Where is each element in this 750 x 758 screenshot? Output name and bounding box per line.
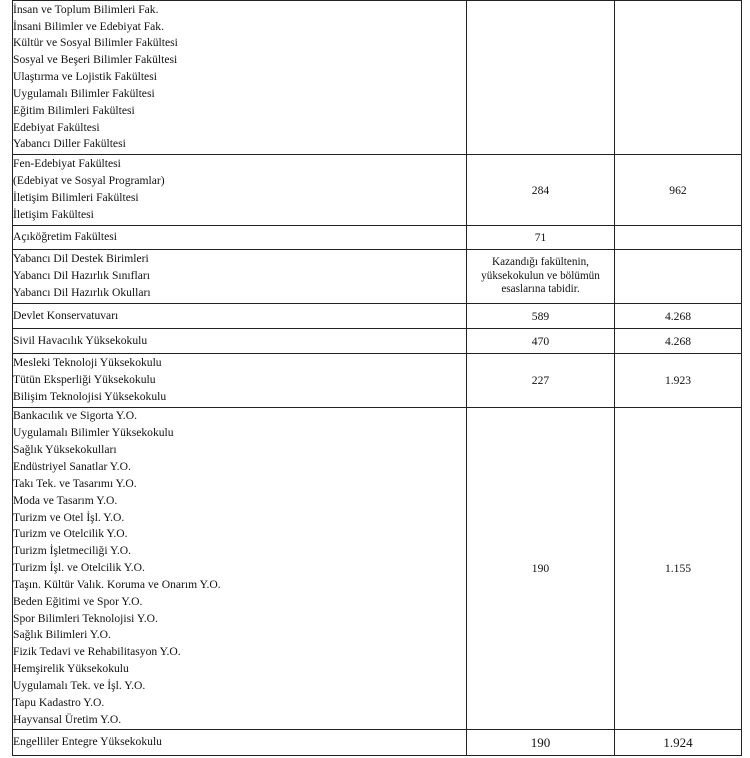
table-row bbox=[13, 354, 742, 408]
unit-names-cell bbox=[13, 408, 467, 730]
unit-name: Uygulamalı Bilimler Fakültesi bbox=[13, 86, 155, 100]
unit-names-cell bbox=[13, 1, 467, 155]
unit-name: Engelliler Entegre Yüksekokulu bbox=[13, 735, 162, 749]
value-cell-2: 1.923 bbox=[615, 354, 742, 408]
unit-name: Yabancı Dil Destek Birimleri bbox=[13, 252, 149, 266]
note-line: yüksekokulun ve bölümün bbox=[481, 269, 600, 282]
unit-name: Sivil Havacılık Yüksekokulu bbox=[13, 333, 148, 347]
unit-name: Sosyal ve Beşeri Bilimler Fakültesi bbox=[13, 53, 178, 67]
unit-name: Sağlık Yüksekokulları bbox=[13, 443, 117, 457]
unit-name: Uygulamalı Tek. ve İşl. Y.O. bbox=[13, 678, 146, 692]
unit-name: Turizm ve Otelcilik Y.O. bbox=[13, 527, 128, 541]
unit-name: Yabancı Dil Hazırlık Okulları bbox=[13, 285, 151, 299]
value-cell-1: 71 bbox=[467, 226, 615, 250]
value-cell-2: 4.268 bbox=[615, 329, 742, 354]
table-body bbox=[13, 1, 742, 756]
unit-name: Hemşirelik Yüksekokulu bbox=[13, 662, 129, 676]
value-cell-2: 1.924 bbox=[615, 730, 742, 756]
unit-name: Eğitim Bilimleri Fakültesi bbox=[13, 103, 135, 117]
unit-name: Ulaştırma ve Lojistik Fakültesi bbox=[13, 70, 157, 84]
unit-name: Açıköğretim Fakültesi bbox=[13, 230, 118, 244]
unit-name: Turizm İşl. ve Otelcilik Y.O. bbox=[13, 561, 145, 575]
value-cell-2 bbox=[615, 250, 742, 304]
value-cell-2: 1.155 bbox=[615, 408, 742, 730]
value-cell-1: 190 bbox=[467, 730, 615, 756]
value-cell-1: 190 bbox=[467, 408, 615, 730]
table-row bbox=[13, 408, 742, 730]
fee-table bbox=[12, 0, 742, 756]
table-row bbox=[13, 730, 742, 756]
unit-name: Fen-Edebiyat Fakültesi bbox=[13, 157, 121, 171]
unit-name: Turizm İşletmeciliği Y.O. bbox=[13, 544, 132, 558]
unit-name: Takı Tek. ve Tasarımı Y.O. bbox=[13, 476, 137, 490]
table-row bbox=[13, 250, 742, 304]
unit-name: Uygulamalı Bilimler Yüksekokulu bbox=[13, 426, 174, 440]
unit-name: Bilişim Teknolojisi Yüksekokulu bbox=[13, 389, 167, 403]
unit-names-cell bbox=[13, 155, 467, 226]
unit-name: İnsani Bilimler ve Edebiyat Fak. bbox=[13, 19, 165, 33]
note-line: Kazandığı fakültenin, bbox=[492, 256, 589, 269]
unit-name: Sağlık Bilimleri Y.O. bbox=[13, 628, 111, 642]
unit-names-cell bbox=[13, 304, 467, 329]
value-cell-2: 962 bbox=[615, 155, 742, 226]
unit-name: Beden Eğitimi ve Spor Y.O. bbox=[13, 594, 143, 608]
value-cell-1 bbox=[467, 1, 615, 155]
unit-name: Bankacılık ve Sigorta Y.O. bbox=[13, 409, 137, 423]
unit-name: Mesleki Teknoloji Yüksekokulu bbox=[13, 356, 162, 370]
unit-name: (Edebiyat ve Sosyal Programlar) bbox=[13, 174, 165, 188]
unit-name: Tapu Kadastro Y.O. bbox=[13, 695, 105, 709]
unit-name: Tütün Eksperliği Yüksekokulu bbox=[13, 373, 156, 387]
unit-name: Yabancı Diller Fakültesi bbox=[13, 137, 126, 151]
unit-names-cell bbox=[13, 354, 467, 408]
value-cell-2: 4.268 bbox=[615, 304, 742, 329]
unit-name: Spor Bilimleri Teknolojisi Y.O. bbox=[13, 611, 158, 625]
unit-names-cell bbox=[13, 250, 467, 304]
value-cell-1: 470 bbox=[467, 329, 615, 354]
unit-name: Hayvansal Üretim Y.O. bbox=[13, 712, 122, 726]
table-row bbox=[13, 1, 742, 155]
unit-name: Fizik Tedavi ve Rehabilitasyon Y.O. bbox=[13, 645, 181, 659]
unit-names-cell bbox=[13, 329, 467, 354]
unit-name: İletişim Fakültesi bbox=[13, 207, 94, 221]
value-cell-2 bbox=[615, 1, 742, 155]
table-row bbox=[13, 226, 742, 250]
value-cell-1: 227 bbox=[467, 354, 615, 408]
unit-name: Endüstriyel Sanatlar Y.O. bbox=[13, 460, 131, 474]
unit-names-cell bbox=[13, 730, 467, 756]
unit-name: Taşın. Kültür Valık. Koruma ve Onarım Y.O. bbox=[13, 577, 221, 591]
unit-name: Kültür ve Sosyal Bilimler Fakültesi bbox=[13, 36, 178, 50]
unit-name: Devlet Konservatuvarı bbox=[13, 308, 119, 322]
unit-name: Turizm ve Otel İşl. Y.O. bbox=[13, 510, 125, 524]
unit-name: Moda ve Tasarım Y.O. bbox=[13, 493, 118, 507]
value-cell-1: 284 bbox=[467, 155, 615, 226]
value-cell-2 bbox=[615, 226, 742, 250]
table-row bbox=[13, 329, 742, 354]
unit-name: İnsan ve Toplum Bilimleri Fak. bbox=[13, 2, 159, 16]
unit-names-cell bbox=[13, 226, 467, 250]
value-cell-1: 589 bbox=[467, 304, 615, 329]
unit-name: Yabancı Dil Hazırlık Sınıfları bbox=[13, 269, 150, 283]
table-row bbox=[13, 155, 742, 226]
note-cell bbox=[467, 250, 615, 304]
unit-name: Edebiyat Fakültesi bbox=[13, 120, 100, 134]
unit-name: İletişim Bilimleri Fakültesi bbox=[13, 191, 139, 204]
note-line: esaslarına tabidir. bbox=[501, 283, 580, 296]
table-row bbox=[13, 304, 742, 329]
